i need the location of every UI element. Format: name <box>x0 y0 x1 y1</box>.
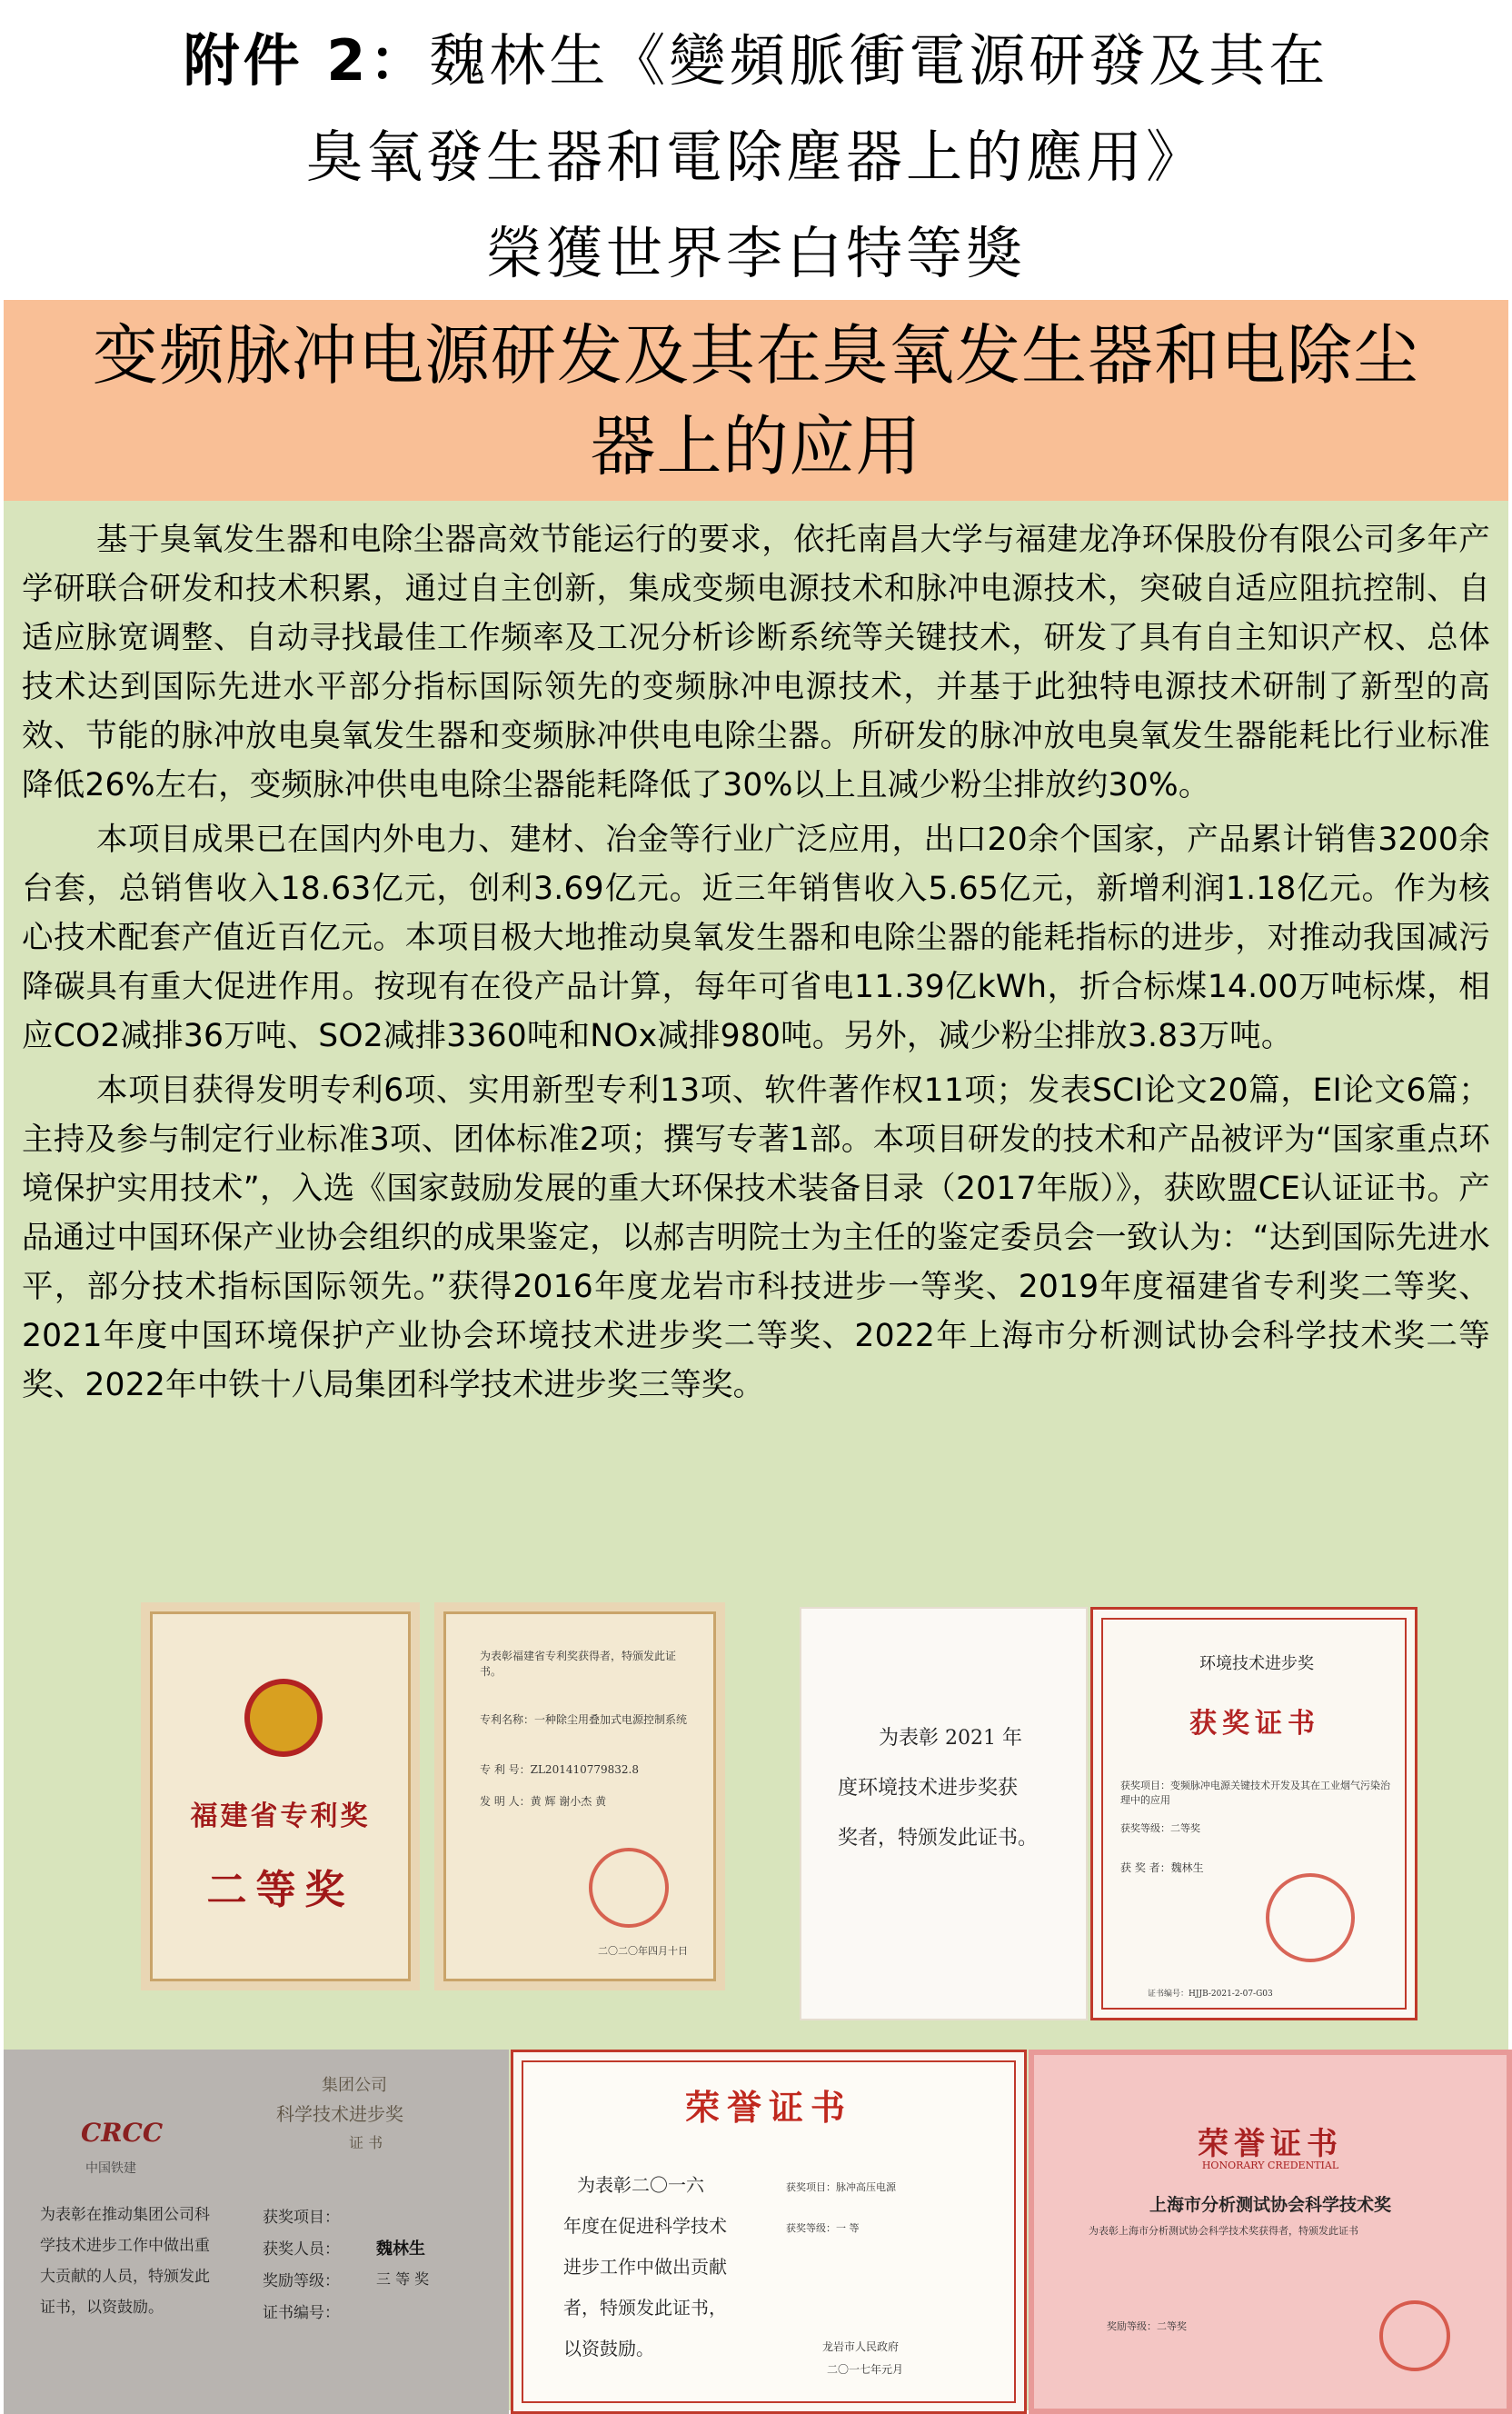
longyan-text-1: 为表彰二〇一六 <box>577 2174 704 2196</box>
longyan-cert <box>511 2050 1027 2414</box>
paragraph-3: 本项目获得发明专利6项、实用新型专利13项、软件著作权11项；发表SCI论文20篇，EI论文6篇；主持及参与制定行业标准3项、团体标准2项；撰写专著1部。本项目研发的技术和产品被评为“国家重点环境保护实用技术”，入选《国家鼓励发展的重大环保技术装备目录（2017年版）》，获欧盟CE认证证书。产品通过中国环保产业协会组织的成果鉴定，以郝吉明院士为主任的鉴定委员会一致认为：“达到国际先进水平，部分技术指标国际领先。”获得2016年度龙岩市科技进步一等奖、2019年度福建省专利奖二等奖、2021年度中国环境保护产业协会环境技术进步奖二等奖、2022年上海市分析测试协会科学技术奖二等奖、2022年中铁十八局集团科学技术进步奖三等奖。 <box>22 1072 1490 1403</box>
longyan-text-2: 年度在促进科学技术 <box>563 2215 727 2237</box>
env-cert-left-text-2: 度环境技术进步奖获 <box>838 1777 1019 1800</box>
env-cert-left <box>800 1607 1088 2020</box>
shanghai-cert <box>1029 2050 1512 2414</box>
longyan-text-5: 以资鼓励。 <box>563 2338 654 2359</box>
fujian-cert-left <box>141 1602 420 1990</box>
fujian-cert-name: 福建省专利奖 <box>190 1801 371 1832</box>
shanghai-cert-grade: 奖励等级：二等奖 <box>1107 2320 1187 2332</box>
page-heading <box>0 13 1512 302</box>
env-cert-right <box>1090 1607 1418 2020</box>
fujian-cert-inventors: 发 明 人：黄 辉 谢小杰 黄 <box>480 1795 607 1808</box>
crcc-person: 魏林生 <box>376 2239 425 2259</box>
env-cert-title: 获奖证书 <box>1189 1708 1320 1740</box>
crcc-left-text: 为表彰在推动集团公司科学技术进步工作中做出重大贡献的人员，特颁发此证书，以资鼓励。 <box>40 2206 210 2317</box>
title-banner <box>4 300 1508 501</box>
national-emblem-icon <box>250 1684 317 1751</box>
red-seal-icon <box>1379 2300 1450 2371</box>
heading-line-2: 臭氧發生器和電除塵器上的應用》 <box>305 124 1206 190</box>
paragraph-1: 基于臭氧发生器和电除尘器高效节能运行的要求，依托南昌大学与福建龙净环保股份有限公司多年产学研联合研发和技术积累，通过自主创新，集成变频电源技术和脉冲电源技术，突破自适应阻抗控制、自适应脉宽调整、自动寻找最佳工作频率及工况分析诊断系统等关键技术，研发了具有自主知识产权、总体技术达到国际先进水平部分指标国际领先的变频脉冲电源技术，并基于此独特电源技术研制了新型的高效、节能的脉冲放电臭氧发生器和变频脉冲供电电除尘器。所研发的脉冲放电臭氧发生器能耗比行业标准降低26%左右，变频脉冲供电电除尘器能耗降低了30%以上且减少粉尘排放约30%。 <box>22 522 1490 803</box>
env-cert-winner: 获 奖 者：魏林生 <box>1120 1861 1204 1874</box>
heading-line-1 <box>0 13 1512 109</box>
shanghai-cert-title: 荣誉证书 <box>1198 2126 1343 2162</box>
env-cert-grade: 获奖等级：二等奖 <box>1120 1822 1200 1834</box>
shanghai-cert-org: 上海市分析测试协会科学技术奖 <box>1149 2195 1391 2215</box>
attachment-label: 附件 2： <box>183 27 430 94</box>
banner-line-1: 变频脉冲电源研发及其在臭氧发生器和电除尘 <box>92 316 1419 394</box>
env-cert-left-text-1: 为表彰 2021 年 <box>879 1727 1022 1750</box>
fujian-cert-grade: 二等奖 <box>206 1867 354 1913</box>
fujian-cert-date: 二〇二〇年四月十日 <box>598 1945 688 1957</box>
longyan-project: 获奖项目：脉冲高压电源 <box>786 2181 896 2193</box>
crcc-header-2: 科学技术进步奖 <box>276 2103 403 2125</box>
crcc-project-label: 获奖项目： <box>263 2209 340 2227</box>
fujian-cert-right <box>434 1602 725 1990</box>
red-seal-icon <box>1266 1873 1355 1962</box>
longyan-date: 二〇一七年元月 <box>827 2363 904 2376</box>
crcc-header-3: 证 书 <box>349 2134 383 2151</box>
env-cert-number: 证书编号：HJJB-2021-2-07-G03 <box>1148 1990 1273 1999</box>
crcc-grade-label: 奖励等级： <box>263 2272 340 2290</box>
longyan-cert-title: 荣誉证书 <box>684 2087 852 2128</box>
shanghai-cert-text: 为表彰上海市分析测试协会科学技术奖获得者，特颁发此证书 <box>1089 2225 1358 2237</box>
fujian-cert-patent-no: 专 利 号：ZL201410779832.8 <box>480 1763 640 1776</box>
longyan-text-3: 进步工作中做出贡献 <box>563 2256 727 2278</box>
crcc-grade: 三 等 奖 <box>376 2270 430 2288</box>
crcc-cert-no-label: 证书编号： <box>263 2304 340 2322</box>
crcc-org: 中国铁建 <box>85 2161 136 2176</box>
fujian-cert-header: 为表彰福建省专利奖获得者，特颁发此证书。 <box>480 1650 677 1678</box>
red-seal-icon <box>589 1848 669 1928</box>
crcc-person-label: 获奖人员： <box>263 2240 340 2259</box>
heading-line-3: 榮獲世界李白特等獎 <box>485 220 1026 286</box>
heading-line-1-text: 魏林生《變頻脈衝電源研發及其在 <box>429 27 1329 94</box>
crcc-header-1: 集团公司 <box>322 2076 387 2095</box>
crcc-logo: CRCC <box>81 2118 164 2148</box>
paragraph-2: 本项目成果已在国内外电力、建材、冶金等行业广泛应用，出口20余个国家，产品累计销售3200余台套，总销售收入18.63亿元，创利3.69亿元。近三年销售收入5.65亿元，新增利润1.18亿元。作为核心技术配套产值近百亿元。本项目极大地推动臭氧发生器和电除尘器的能耗指标的进步，对推动我国减污降碳具有重大促进作用。按现有在役产品计算，每年可省电11.39亿kWh，折合标煤14.00万吨标煤，相应CO2减排36万吨、SO2减排3360吨和NOx减排980吨。另外，减少粉尘排放3.83万吨。 <box>22 822 1490 1054</box>
longyan-text-4: 者，特颁发此证书， <box>563 2297 727 2319</box>
longyan-grade: 获奖等级：一 等 <box>786 2222 860 2234</box>
banner-line-2: 器上的应用 <box>590 407 922 484</box>
env-cert-left-text-3: 奖者，特颁发此证书。 <box>838 1827 1039 1850</box>
crcc-cert <box>4 2050 509 2414</box>
env-cert-project: 获奖项目：变频脉冲电源关键技术开发及其在工业烟气污染治理中的应用 <box>1120 1780 1390 1806</box>
env-cert-header: 环境技术进步奖 <box>1199 1654 1314 1673</box>
longyan-issuer: 龙岩市人民政府 <box>822 2340 900 2353</box>
shanghai-cert-subtitle: HONORARY CREDENTIAL <box>1201 2160 1339 2171</box>
fujian-cert-patent-name: 专利名称：一种除尘用叠加式电源控制系统 <box>480 1713 688 1726</box>
